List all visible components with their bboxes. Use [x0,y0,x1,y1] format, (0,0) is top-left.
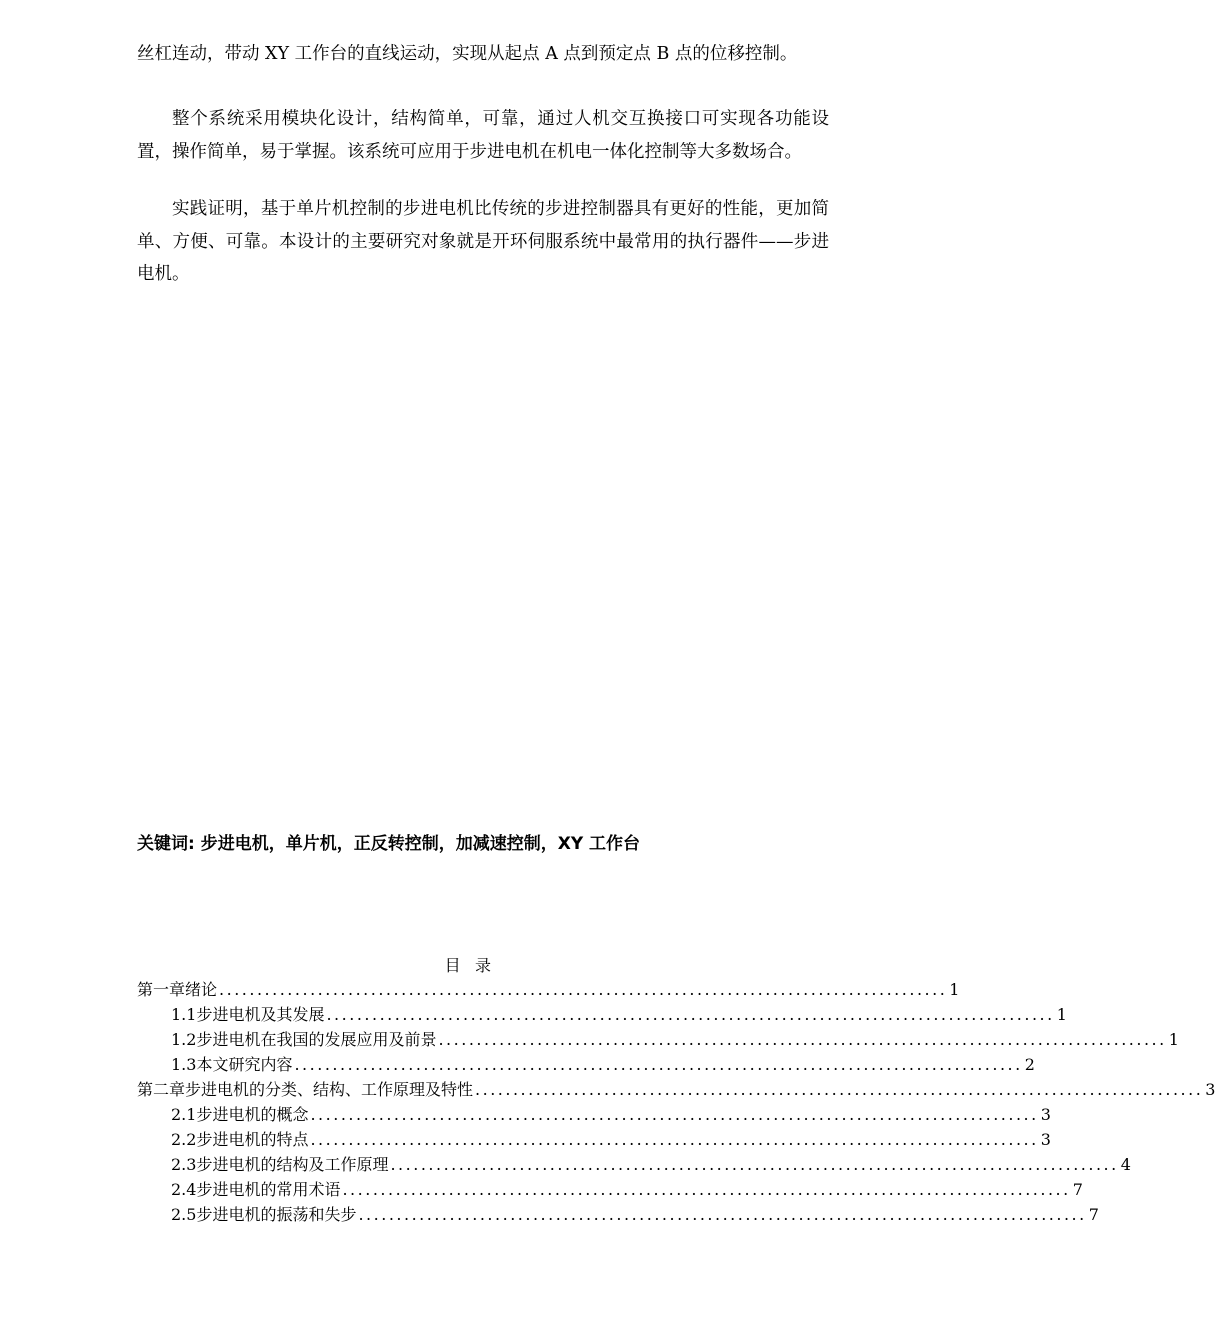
toc-entry-page: 2 [1024,1055,1035,1074]
toc-entry-title: 步进电机的结构及工作原理 [196,1155,389,1174]
toc-entry-title: 步进电机的特点 [196,1130,309,1149]
toc-entry-title: 本文研究内容 [196,1055,293,1074]
toc-leader-dots: ................................................................................................ [326,1005,1055,1024]
toc-entry-number: 2.3 [171,1155,197,1174]
table-of-contents [137,977,1215,1227]
toc-entry-page: 1 [949,980,960,999]
toc-leader-dots: ................................................................................................ [310,1105,1039,1124]
toc-entry[interactable] [137,1177,1083,1202]
toc-leader-dots: ................................................................................................ [438,1030,1167,1049]
toc-entry-number: 1.1 [171,1005,197,1024]
toc-entry-number: 2.1 [171,1105,197,1124]
toc-entry-number: 1.3 [171,1055,197,1074]
toc-entry[interactable] [137,977,960,1002]
toc-entry-number: 1.2 [171,1030,197,1049]
toc-entry-page: 1 [1056,1005,1067,1024]
toc-leader-dots: ................................................................................................ [219,980,948,999]
paragraph-practice: 实践证明，基于单片机控制的步进电机比传统的步进控制器具有更好的性能，更加简单、方便、可靠。本设计的主要研究对象就是开环伺服系统中最常用的执行器件——步进电机。 [137,199,829,284]
toc-entry-number: 第二章 [137,1080,186,1099]
toc-leader-dots: ................................................................................................ [342,1180,1071,1199]
toc-entry[interactable] [137,1002,1067,1027]
toc-entry-page: 3 [1205,1080,1215,1099]
keywords-line: 关键词: 步进电机，单片机，正反转控制，加减速控制，XY 工作台 [137,834,641,854]
toc-leader-dots: ................................................................................................ [358,1205,1087,1224]
toc-entry[interactable] [137,1077,1215,1102]
toc-entry-number: 2.5 [171,1205,197,1224]
toc-entry-title: 步进电机在我国的发展应用及前景 [196,1030,437,1049]
toc-entry[interactable] [137,1027,1179,1052]
toc-entry-title: 步进电机的振荡和失步 [196,1205,357,1224]
toc-title: 目录 [444,956,506,975]
toc-entry-number: 2.2 [171,1130,197,1149]
toc-entry[interactable] [137,1202,1099,1227]
toc-entry-title: 步进电机的概念 [196,1105,309,1124]
toc-leader-dots: ................................................................................................ [475,1080,1204,1099]
toc-entry-number: 2.4 [171,1180,197,1199]
toc-entry[interactable] [137,1127,1051,1152]
toc-entry-title: 步进电机及其发展 [196,1005,325,1024]
toc-entry-page: 7 [1072,1180,1083,1199]
toc-leader-dots: ................................................................................................ [310,1130,1039,1149]
toc-entry-page: 3 [1040,1130,1051,1149]
toc-entry[interactable] [137,1102,1051,1127]
toc-leader-dots: ................................................................................................ [294,1055,1023,1074]
toc-entry-page: 4 [1120,1155,1131,1174]
toc-leader-dots: ................................................................................................ [390,1155,1119,1174]
toc-entry[interactable] [137,1052,1035,1077]
toc-entry-title: 步进电机的常用术语 [196,1180,341,1199]
toc-entry-page: 7 [1088,1205,1099,1224]
paragraph-continuation: 丝杠连动，带动 XY 工作台的直线运动，实现从起点 A 点到预定点 B 点的位移控制。 [137,44,798,64]
paragraph-system-design: 整个系统采用模块化设计，结构简单，可靠，通过人机交互换接口可实现各功能设置，操作简单，易于掌握。该系统可应用于步进电机在机电一体化控制等大多数场合。 [137,109,829,162]
toc-entry-title: 绪论 [185,980,218,999]
toc-entry[interactable] [137,1152,1131,1177]
toc-entry-number: 第一章 [137,980,186,999]
toc-entry-page: 3 [1040,1105,1051,1124]
toc-entry-title: 步进电机的分类、结构、工作原理及特性 [185,1080,474,1099]
toc-entry-page: 1 [1168,1030,1179,1049]
